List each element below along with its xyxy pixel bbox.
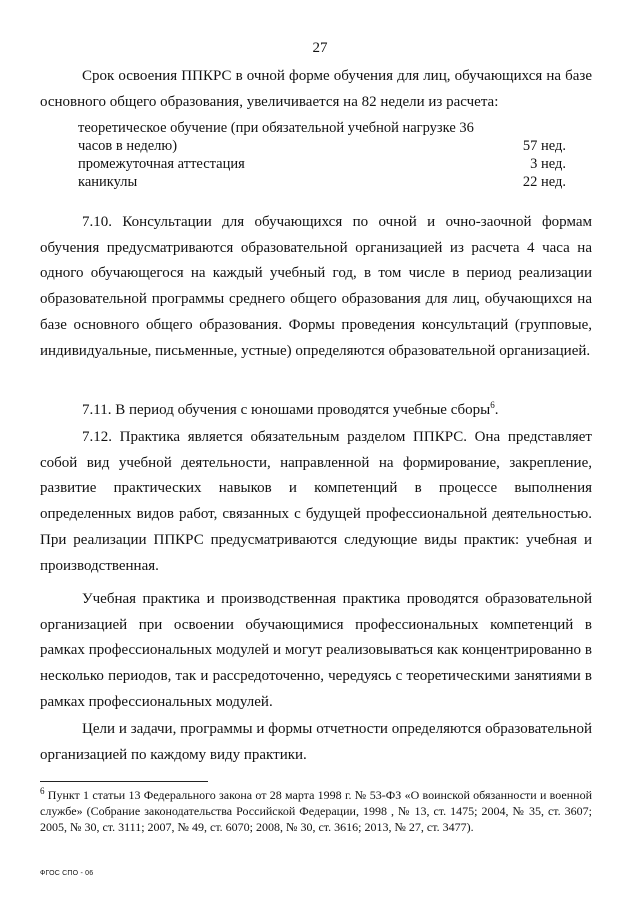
footnote-marker: 6 — [490, 400, 495, 410]
paragraph-7-11-text: 7.11. В период обучения с юношами проводятся учебные сборы — [82, 402, 491, 418]
duration-table — [78, 119, 566, 191]
paragraph-7-11 — [40, 398, 592, 424]
table-row-value: 57 нед. — [522, 138, 566, 154]
table-row-label: каникулы — [78, 174, 138, 190]
footnote-number: 6 — [40, 786, 45, 796]
footnote — [40, 787, 592, 835]
table-row-label: промежуточная аттестация — [78, 156, 245, 172]
table-row-value: 3 нед. — [530, 156, 566, 172]
paragraph-practice: Учебная практика и производственная практика проводятся образовательной организацией при освоении обучающимися профессиональных компетенций в рамках профессиональных модулей и могут реализовываться как концентрированно в несколько периодов, так и рассредоточенно, чередуясь с теоретическими занятиями в рамках профессиональных модулей. — [40, 591, 592, 710]
page-number: 27 — [312, 40, 328, 56]
paragraph-7-11-end: . — [494, 402, 499, 418]
table-row — [78, 173, 566, 191]
footnote-text: Пункт 1 статьи 13 Федерального закона от 28 марта 1998 г. № 53-ФЗ «О воинской обязанности и военной службе» (Собрание законодательства Российской Федерации, 1998 , № 13, ст. 1475; 2004, № 35, ст. 3607; 2005, № 30, ст. 3111; 2007, № 49, ст. 6070; 2008, № 30, ст. 3616; 2013, № 27, ст. 3477). — [40, 788, 593, 834]
paragraph-7-12: 7.12. Практика является обязательным разделом ППКРС. Она представляет собой вид учебной деятельности, направленной на формирование, закрепление, развитие практических навыков и компетенций в процессе выполнения определенных видов работ, связанных с будущей профессиональной деятельностью. При реализации ППКРС предусматриваются следующие виды практик: учебная и производственная. — [40, 429, 592, 574]
table-row — [78, 155, 566, 173]
footnote-divider — [40, 781, 208, 782]
table-row-label: теоретическое обучение (при обязательной учебной нагрузке 36 часов в неделю) — [78, 120, 474, 154]
table-row — [78, 119, 566, 155]
paragraph-7-10: 7.10. Консультации для обучающихся по очной и очно-заочной формам обучения предусматриваются образовательной организацией из расчета 4 часа на одного обучающегося на каждый учебный год, в том числе в период реализации образовательной программы среднего общего образования для лиц, обучающихся на базе основного общего образования. Формы проведения консультаций (групповые, индивидуальные, письменные, устные) определяются образовательной организацией. — [40, 214, 592, 359]
intro-paragraph: Срок освоения ППКРС в очной форме обучения для лиц, обучающихся на базе основного общего образования, увеличивается на 82 недели из расчета: — [40, 68, 592, 110]
footer-code: ФГОС СПО - 06 — [40, 870, 94, 877]
paragraph-goals: Цели и задачи, программы и формы отчетности определяются образовательной организацией по каждому виду практики. — [40, 721, 592, 763]
table-row-value: 22 нед. — [522, 174, 566, 190]
